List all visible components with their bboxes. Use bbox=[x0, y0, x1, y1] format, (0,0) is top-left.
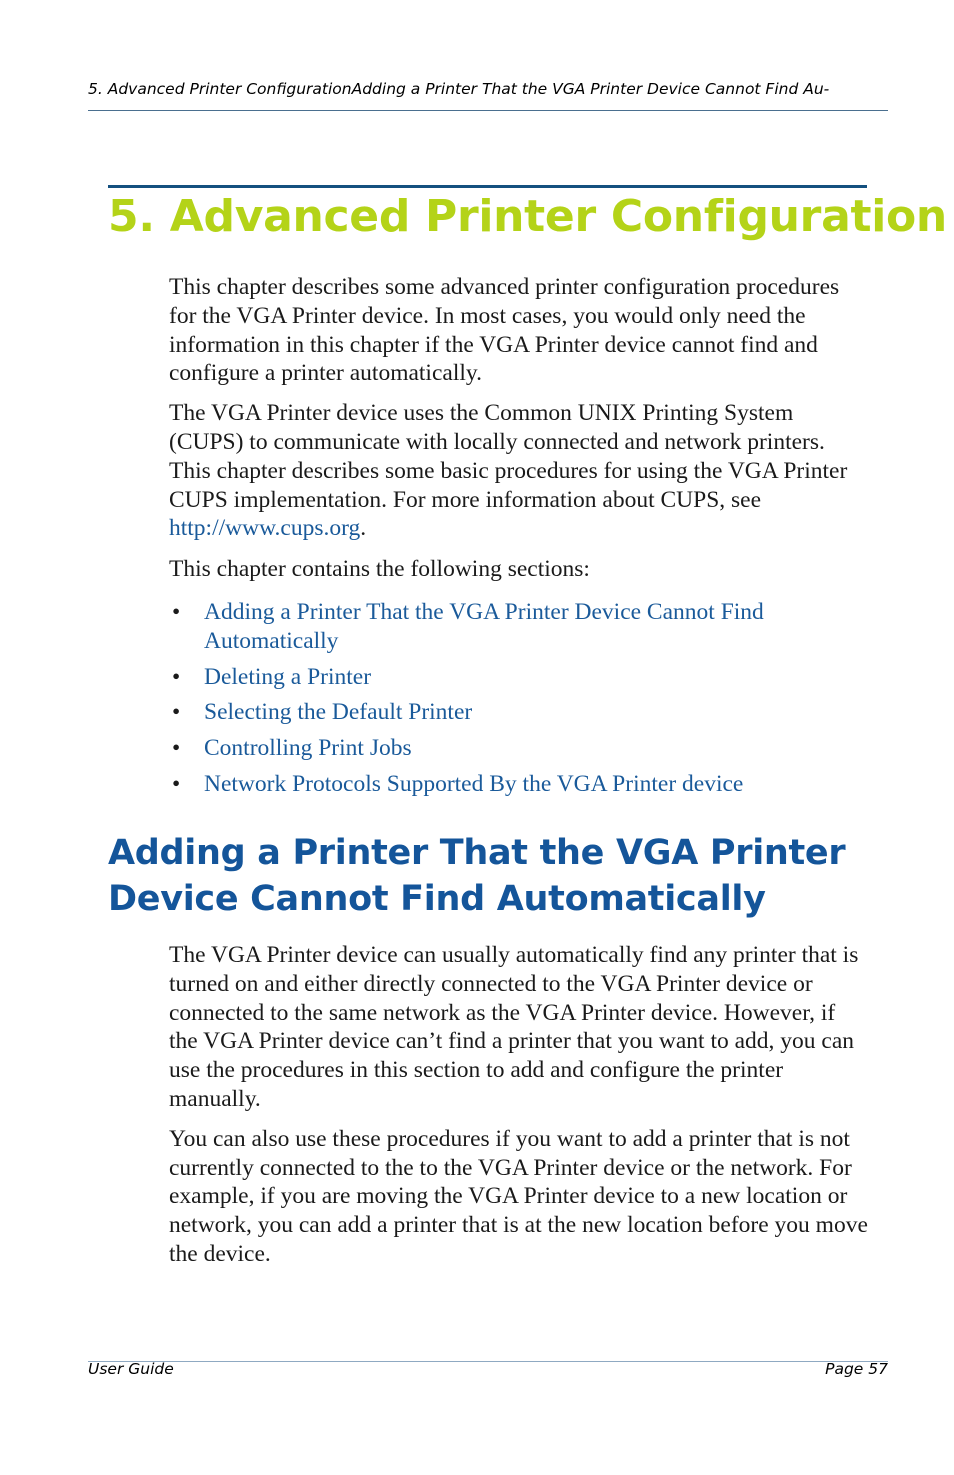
intro-paragraph-2-text: The VGA Printer device uses the Common UNIX Printing System (CUPS) to communicate with locally connected and network printers. This chapter describes some basic procedures for using the VGA Printer CUPS implementation. For more information about CUPS, see bbox=[169, 400, 848, 513]
chapter-title: 5. Advanced Printer Configuration bbox=[108, 191, 947, 242]
list-item[interactable] bbox=[169, 698, 869, 727]
list-item[interactable] bbox=[169, 598, 869, 656]
running-header: 5. Advanced Printer ConfigurationAdding a Printer That the VGA Printer Device Cannot Find Au- bbox=[88, 80, 830, 98]
footer-rule bbox=[88, 1361, 888, 1362]
intro-paragraph-1: This chapter describes some advanced printer configuration procedures for the VGA Printer device. In most cases, you would only need the information in this chapter if the VGA Printer device cannot find and configure a printer automatically. bbox=[169, 274, 840, 387]
bullet-icon: • bbox=[172, 599, 181, 625]
cups-link[interactable]: http://www.cups.org bbox=[169, 515, 361, 542]
section-link-print-jobs[interactable]: Controlling Print Jobs bbox=[204, 735, 412, 762]
section-heading: Adding a Printer That the VGA Printer Device Cannot Find Automatically bbox=[108, 833, 846, 919]
section-link-deleting-printer[interactable]: Deleting a Printer bbox=[204, 663, 372, 690]
list-item[interactable] bbox=[169, 734, 869, 763]
footer-doc-title: User Guide bbox=[88, 1360, 174, 1378]
bullet-icon: • bbox=[172, 699, 181, 726]
section-paragraph-2: You can also use these procedures if you want to add a printer that is not currently connected to the to the VGA Printer device or the network. For example, if you are moving the VGA Printer device to a new location or network, you can add a printer that is at the new location before you move the device. bbox=[169, 1125, 868, 1267]
list-item[interactable] bbox=[169, 663, 869, 692]
section-body bbox=[169, 941, 869, 1269]
section-link-adding-printer[interactable]: Adding a Printer That the VGA Printer Device Cannot Find Automatically bbox=[204, 599, 764, 654]
intro-paragraph-2 bbox=[169, 399, 869, 543]
list-item[interactable] bbox=[169, 770, 869, 799]
section-link-network-protocols[interactable]: Network Protocols Supported By the VGA Printer device bbox=[204, 770, 744, 797]
intro-paragraph-2-end: . bbox=[360, 515, 367, 542]
footer-page-number: Page 57 bbox=[825, 1360, 888, 1378]
section-link-default-printer[interactable]: Selecting the Default Printer bbox=[204, 699, 473, 726]
intro-paragraph-3: This chapter contains the following sections: bbox=[169, 556, 590, 583]
bullet-icon: • bbox=[172, 663, 181, 690]
bullet-icon: • bbox=[172, 735, 181, 762]
intro-body bbox=[169, 273, 869, 584]
section-paragraph-1: The VGA Printer device can usually automatically find any printer that is turned on and either directly connected to the VGA Printer device or connected to the same network as the VGA Printer device. However, if the VGA Printer device can’t find a printer that you want to add, you can use the procedures in this section to add and configure the printer manually. bbox=[169, 942, 859, 1112]
section-list bbox=[169, 598, 869, 806]
header-rule bbox=[88, 110, 888, 111]
bullet-icon: • bbox=[172, 770, 181, 797]
